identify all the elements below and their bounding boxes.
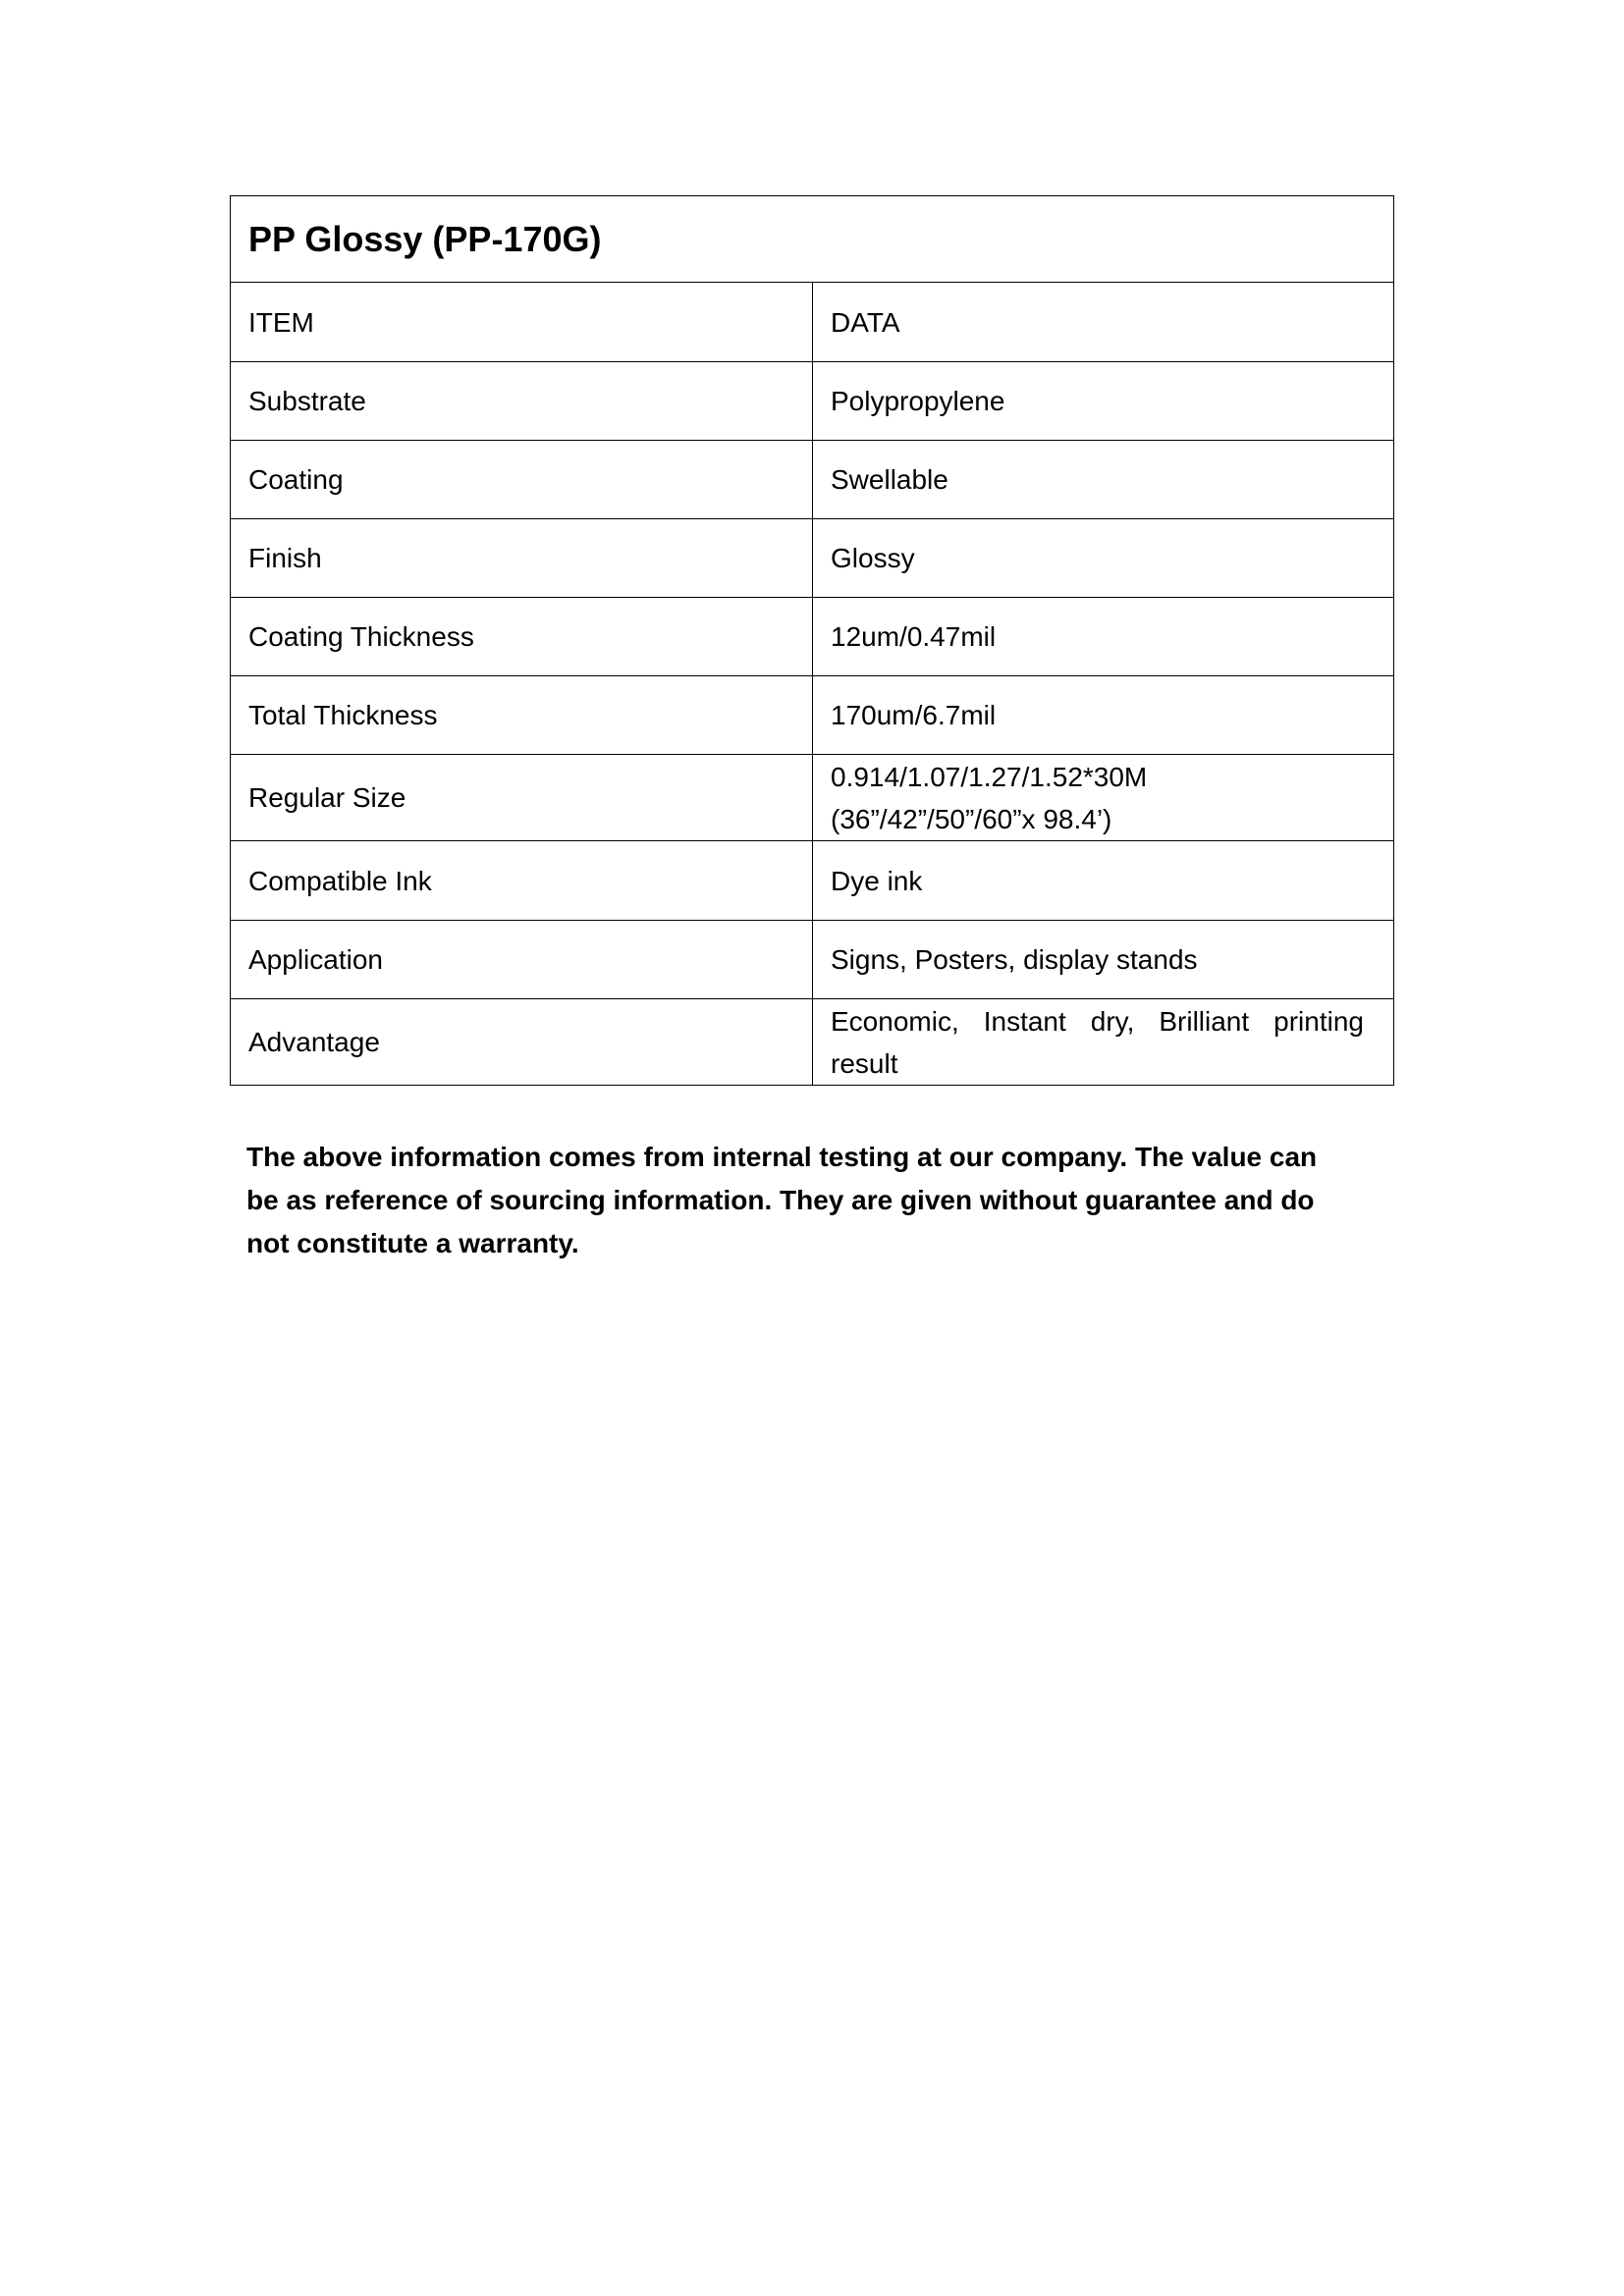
table-row-advantage bbox=[231, 999, 1394, 1086]
item-cell: Regular Size bbox=[231, 755, 813, 841]
item-cell: Substrate bbox=[231, 362, 813, 441]
item-cell: Total Thickness bbox=[231, 676, 813, 755]
data-cell bbox=[813, 755, 1394, 841]
table-row-finish bbox=[231, 519, 1394, 598]
data-cell: Economic, Instant dry, Brilliant printing result bbox=[813, 999, 1394, 1086]
title-row bbox=[231, 196, 1394, 283]
item-cell: Advantage bbox=[231, 999, 813, 1086]
item-cell: Application bbox=[231, 921, 813, 999]
disclaimer-line: be as reference of sourcing information. They are given without guarantee and do bbox=[246, 1185, 1315, 1215]
document-title: PP Glossy (PP-170G) bbox=[231, 196, 1394, 283]
spec-table bbox=[230, 195, 1394, 1086]
data-cell: Polypropylene bbox=[813, 362, 1394, 441]
disclaimer-line: not constitute a warranty. bbox=[246, 1228, 579, 1258]
item-cell: Coating bbox=[231, 441, 813, 519]
disclaimer-line: The above information comes from internal testing at our company. The value can bbox=[246, 1142, 1318, 1172]
data-cell: Swellable bbox=[813, 441, 1394, 519]
item-cell: Compatible Ink bbox=[231, 841, 813, 921]
data-cell: Signs, Posters, display stands bbox=[813, 921, 1394, 999]
disclaimer bbox=[246, 1136, 1395, 1265]
data-cell: 170um/6.7mil bbox=[813, 676, 1394, 755]
data-cell-line: 0.914/1.07/1.27/1.52*30M bbox=[831, 761, 1148, 792]
data-cell: 12um/0.47mil bbox=[813, 598, 1394, 676]
header-row bbox=[231, 283, 1394, 362]
table-row-coating bbox=[231, 441, 1394, 519]
table-row-substrate bbox=[231, 362, 1394, 441]
table-row-coating-thickness bbox=[231, 598, 1394, 676]
table-row-compatible-ink bbox=[231, 841, 1394, 921]
item-cell: Finish bbox=[231, 519, 813, 598]
data-cell-line: (36”/42”/50”/60”x 98.4’) bbox=[831, 803, 1112, 834]
table-row-total-thickness bbox=[231, 676, 1394, 755]
item-cell: Coating Thickness bbox=[231, 598, 813, 676]
table-row-application bbox=[231, 921, 1394, 999]
column-header-item: ITEM bbox=[231, 283, 813, 362]
data-cell: Glossy bbox=[813, 519, 1394, 598]
column-header-data: DATA bbox=[813, 283, 1394, 362]
table-row-regular-size bbox=[231, 755, 1394, 841]
data-cell: Dye ink bbox=[813, 841, 1394, 921]
